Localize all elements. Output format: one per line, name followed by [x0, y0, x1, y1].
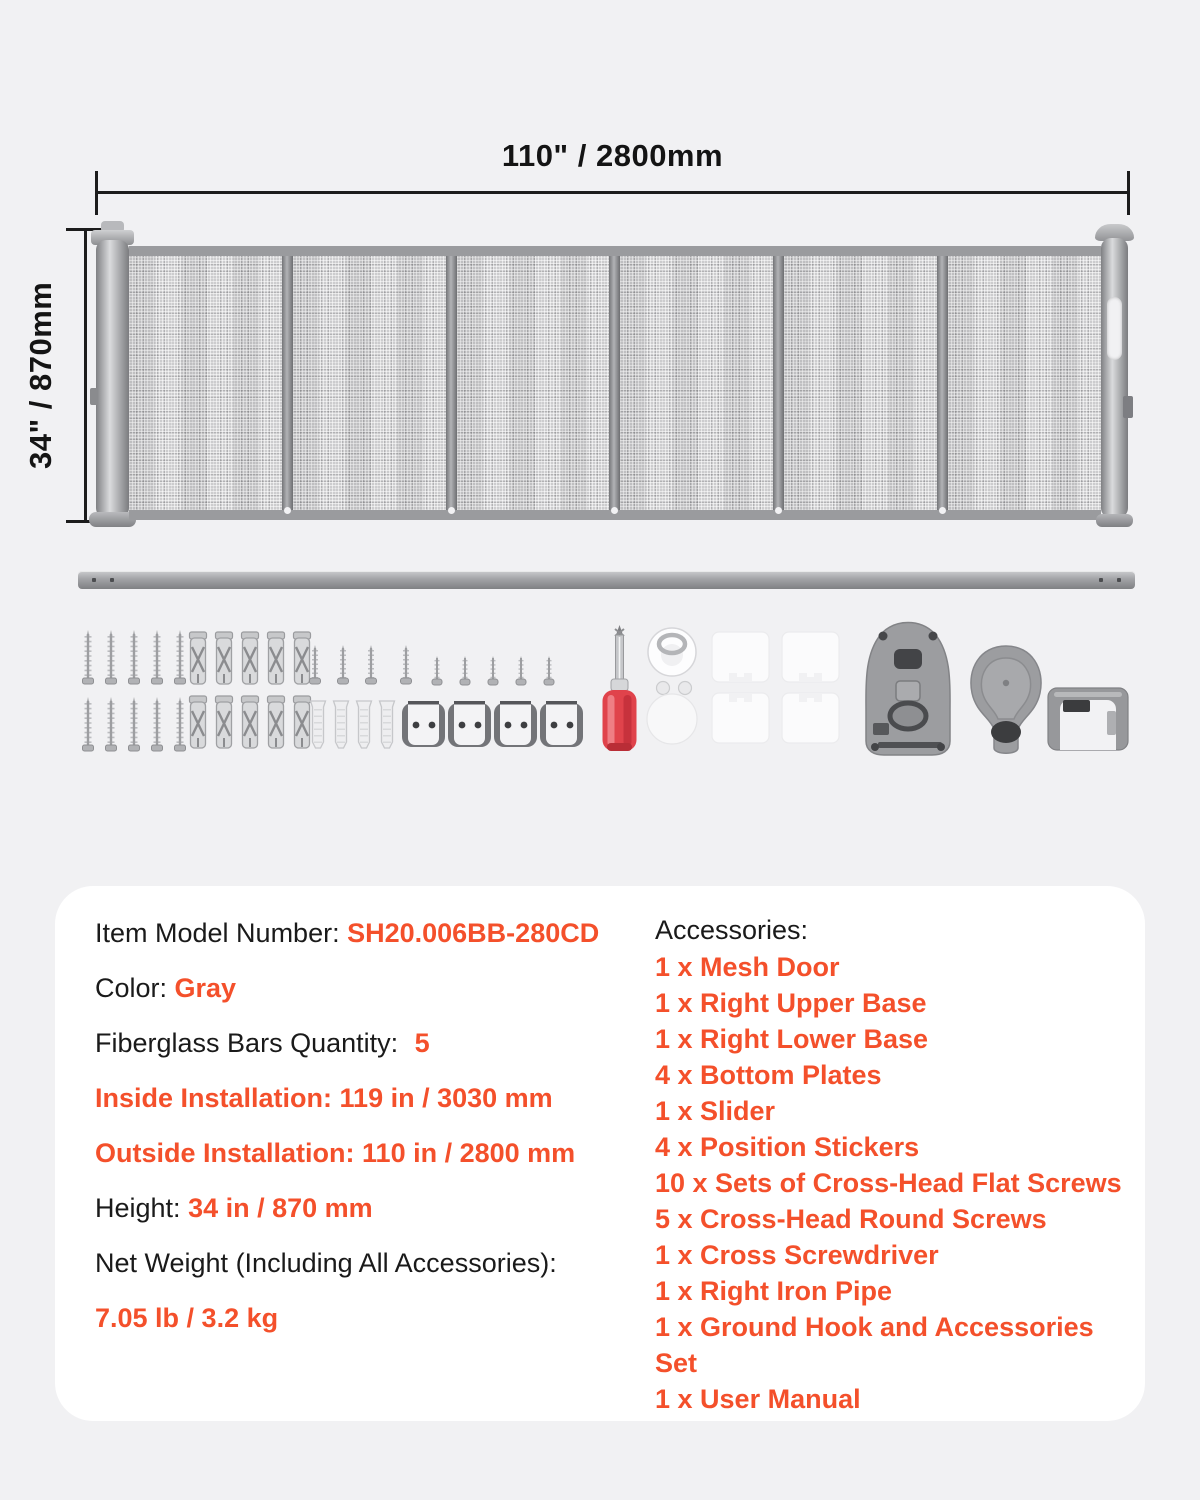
spec-label: Inside Installation:: [95, 1083, 340, 1113]
spec-value: 110 in / 2800 mm: [362, 1138, 576, 1168]
bottom-plates-icon: [402, 701, 583, 747]
accessory-item: 4 x Bottom Plates: [655, 1060, 882, 1090]
accessory-item: 10 x Sets of Cross-Head Flat Screws: [655, 1168, 1122, 1198]
accessories-section: [655, 912, 1135, 1417]
spec-label: Height:: [95, 1193, 189, 1223]
pole-handle-cutout: [1107, 297, 1122, 360]
spec-label: Fiberglass Bars Quantity:: [95, 1028, 406, 1058]
accessory-item: 1 x Ground Hook and Accessories Set: [655, 1312, 1094, 1378]
fiberglass-bar: [282, 256, 293, 510]
mesh-panel: [293, 256, 446, 510]
accessories-title: Accessories:: [655, 915, 809, 945]
plastic-anchors-icon: [311, 701, 395, 748]
spec-label: Net Weight (Including All Accessories):: [95, 1248, 557, 1278]
spec-value: 119 in / 3030 mm: [339, 1083, 553, 1113]
right-pole-latch: [1123, 396, 1133, 418]
cross-screwdriver-icon: [603, 625, 637, 751]
mesh-panel: [784, 256, 937, 510]
spec-row-net-weight-label: [95, 1248, 640, 1278]
cross-head-flat-screws-icon: [83, 630, 186, 751]
height-dimension-label: 34" / 870mm: [23, 281, 58, 470]
spec-row-model: [95, 918, 640, 948]
spec-label: Item Model Number:: [95, 918, 348, 948]
hardware-kit: [70, 615, 1145, 765]
mesh-panel-frame: [129, 246, 1101, 520]
mesh-panel: [620, 256, 773, 510]
accessories-list: [655, 949, 1135, 1417]
spec-row-net-weight-value: [95, 1303, 640, 1333]
spec-row-outside-install: [95, 1138, 640, 1168]
wall-anchors-icon: [190, 632, 311, 748]
spec-value: 34 in / 870 mm: [188, 1193, 373, 1223]
ground-hook-set-icon: [647, 628, 697, 744]
cross-head-round-screws-icon: [310, 645, 412, 684]
accessory-item: 1 x Cross Screwdriver: [655, 1240, 939, 1270]
height-dimension-line: [84, 228, 87, 523]
spec-row-bars: [95, 1028, 640, 1058]
accessory-item: 4 x Position Stickers: [655, 1132, 920, 1162]
spec-row-inside-install: [95, 1083, 640, 1113]
position-stickers-icon: [712, 632, 839, 743]
accessory-item: 1 x Right Upper Base: [655, 988, 927, 1018]
right-pole-foot: [1096, 514, 1133, 527]
small-screws-icon: [432, 656, 554, 685]
left-roller-pole: [96, 240, 129, 518]
fiberglass-bar: [773, 256, 784, 510]
accessory-item: 1 x Right Lower Base: [655, 1024, 929, 1054]
spec-value: Gray: [174, 973, 237, 1003]
right-pole: [1101, 238, 1128, 518]
spec-list: [95, 918, 640, 1358]
fiberglass-bar: [609, 256, 620, 510]
spec-value: 7.05 lb / 3.2 kg: [95, 1303, 279, 1333]
accessory-item: 1 x Mesh Door: [655, 952, 840, 982]
fiberglass-bar: [937, 256, 948, 510]
slider-icon: [1048, 688, 1128, 750]
spec-label: Color:: [95, 973, 175, 1003]
spec-value: 5: [414, 1028, 430, 1058]
mesh-panel: [129, 256, 282, 510]
right-upper-base-icon: [971, 646, 1041, 753]
left-pole-latch: [90, 388, 98, 405]
spec-row-color: [95, 973, 640, 1003]
spec-panel: [55, 886, 1145, 1421]
mesh-panel: [948, 256, 1101, 510]
accessory-item: 5 x Cross-Head Round Screws: [655, 1204, 1047, 1234]
width-dimension-line: [95, 191, 1130, 194]
spec-label: Outside Installation:: [95, 1138, 363, 1168]
accessory-item: 1 x User Manual: [655, 1384, 861, 1414]
mesh-panel: [457, 256, 610, 510]
spec-row-height: [95, 1193, 640, 1223]
accessory-item: 1 x Slider: [655, 1096, 776, 1126]
right-lower-base-icon: [866, 623, 950, 756]
width-dimension-label: 110" / 2800mm: [501, 138, 724, 173]
right-iron-pipe: [78, 571, 1135, 589]
spec-value: SH20.006BB-280CD: [347, 918, 600, 948]
accessory-item: 1 x Right Iron Pipe: [655, 1276, 893, 1306]
fiberglass-bar: [446, 256, 457, 510]
